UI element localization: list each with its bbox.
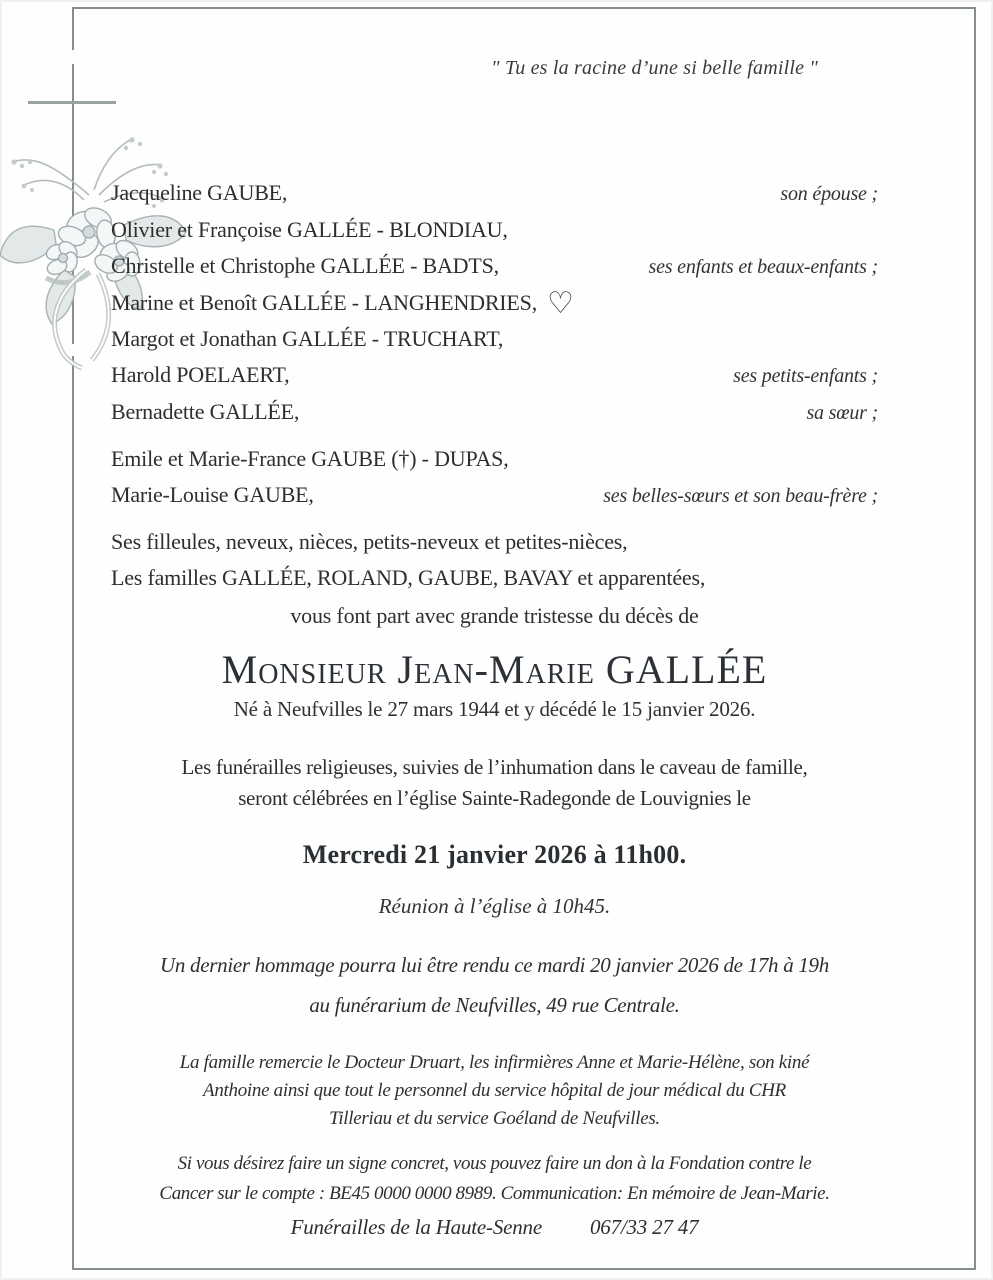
funeral-date: Mercredi 21 janvier 2026 à 11h00. <box>302 840 687 869</box>
mourner-row <box>111 362 878 389</box>
mourner-row <box>111 482 878 509</box>
funeral-home-phone: 067/33 27 47 <box>589 1215 699 1239</box>
funeral-home-name: Funérailles de la Haute-Senne <box>290 1215 542 1239</box>
announcement-line: vous font part avec grande tristesse du décès de <box>290 603 699 628</box>
family-thanks <box>87 1049 902 1133</box>
mourner-names: Bernadette GALLÉE, <box>111 399 300 424</box>
donation-notice <box>83 1149 906 1209</box>
funeral-details <box>89 752 900 814</box>
mourner-row <box>111 326 878 352</box>
mourner-row <box>111 180 878 207</box>
tribute-line2: au funérarium de Neufvilles, 49 rue Centrale. <box>309 993 680 1017</box>
deceased-name: Monsieur Jean-Marie GALLÉE <box>221 647 768 692</box>
mourner-names: Les familles GALLÉE, ROLAND, GAUBE, BAVAY et apparentées, <box>111 565 706 590</box>
funeral-line2: seront célébrées en l’église Sainte-Radegonde de Louvignies le <box>238 786 751 810</box>
mourner-relation: sa sœur ; <box>806 402 878 424</box>
mourner-relation: ses enfants et beaux-enfants ; <box>648 256 878 278</box>
thanks-line2: Anthoine ainsi que tout le personnel du service hôpital de jour médical du CHR <box>203 1080 786 1101</box>
card-content <box>74 9 974 1240</box>
thanks-line3: Tilleriau et du service Goéland de Neufvilles. <box>329 1108 660 1129</box>
mourner-names: Margot et Jonathan GALLÉE - TRUCHART, <box>111 326 504 351</box>
mourner-row: Marine et Benoît GALLÉE - LANGHENDRIES, ♡ <box>111 287 574 320</box>
thanks-line1: La famille remercie le Docteur Druart, les infirmières Anne et Marie-Hélène, son kiné <box>179 1052 810 1073</box>
mourner-names: Jacqueline GAUBE, <box>111 180 288 205</box>
mourner-row <box>111 253 878 280</box>
memorial-quote: " Tu es la racine d’une si belle famille " <box>491 57 818 79</box>
mourner-relation: ses belles-sœurs et son beau-frère ; <box>603 485 878 507</box>
mourner-row <box>111 565 878 591</box>
mourner-row <box>111 529 878 555</box>
mourners-list <box>111 180 878 591</box>
tribute-line1: Un dernier hommage pourra lui être rendu ce mardi 20 janvier 2026 de 17h à 19h <box>160 953 829 977</box>
mourner-names: Emile et Marie-France GAUBE (†) - DUPAS, <box>111 446 509 471</box>
funeral-line1: Les funérailles religieuses, suivies de l’inhumation dans le caveau de famille, <box>181 755 808 779</box>
donation-line2: Cancer sur le compte : BE45 0000 0000 8989. Communication: En mémoire de Jean-Marie. <box>159 1183 830 1204</box>
mourner-relation: son épouse ; <box>780 183 878 205</box>
footer <box>111 1215 878 1240</box>
mourner-row <box>111 399 878 426</box>
mourner-row <box>111 217 878 243</box>
mourner-names: Christelle et Christophe GALLÉE - BADTS, <box>111 253 499 278</box>
deceased-life-dates: Né à Neufvilles le 27 mars 1944 et y décédé le 15 janvier 2026. <box>233 697 756 721</box>
mourner-names: Harold POELAERT, <box>111 362 290 387</box>
mourner-names: Olivier et Françoise GALLÉE - BLONDIAU, <box>111 217 508 242</box>
mourner-row <box>111 446 878 472</box>
mourner-relation: ses petits-enfants ; <box>733 365 878 387</box>
church-meeting-time: Réunion à l’église à 10h45. <box>378 894 611 918</box>
mourner-names: Marine et Benoît GALLÉE - LANGHENDRIES, <box>111 290 538 315</box>
donation-line1: Si vous désirez faire un signe concret, vous pouvez faire un don à la Fondation contre le <box>177 1153 812 1174</box>
mourner-names: Ses filleules, neveux, nièces, petits-neveux et petites-nièces, <box>111 529 628 554</box>
mourner-names: Marie-Louise GAUBE, <box>111 482 314 507</box>
